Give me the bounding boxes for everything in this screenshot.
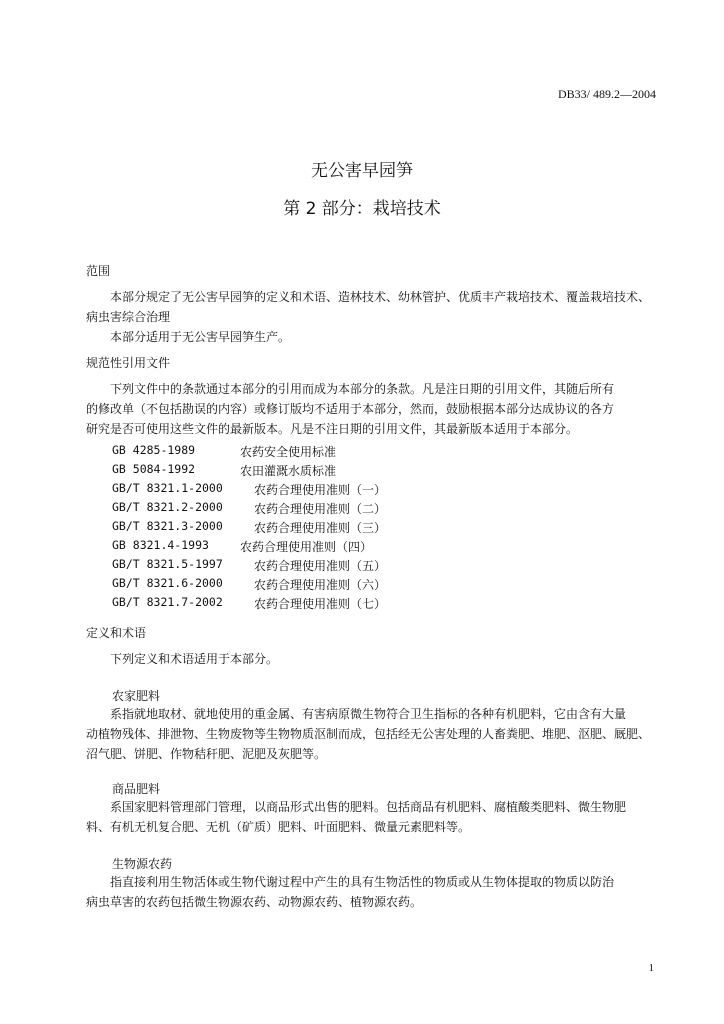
reference-code: GB 4285-1989 [112,443,196,457]
text-line: 动植物残体、排泄物、生物废物等生物物质沤制而成，包括经无公害处理的人畜粪肥、堆肥、沤肥、厩肥、 [86,727,651,741]
text-line: 的修改单（不包括勘误的内容）或修订版均不适用于本部分，然而，鼓励根据本部分达成协议的各方 [86,402,615,416]
term-definition [86,797,666,837]
term-heading: 商品肥料 [112,782,161,796]
reference-code: GB/T 8321.5-1997 [112,557,223,571]
text-line: 指直接利用生物活体或生物代谢过程中产生的具有生物活性的物质或从生物体提取的物质以防治 [110,875,615,889]
term-heading: 生物源农药 [112,857,173,871]
definitions-intro [86,649,666,669]
text-line: 研究是否可使用这些文件的最新版本。凡是不注日期的引用文件，其最新版本适用于本部分。 [86,422,579,436]
page-number: 1 [648,962,654,974]
section-heading-scope: 范围 [86,264,111,278]
document-title: 无公害早园笋 [311,161,413,181]
document-subtitle: 第 2 部分：栽培技术 [283,199,441,219]
reference-title: 农药合理使用准则（五） [254,559,387,573]
reference-code: GB 5084-1992 [112,462,196,476]
text-line: 系指就地取材、就地使用的重金属、有害病原微生物符合卫生指标的各种有机肥料，它由含有大量 [110,707,627,721]
reference-title: 农田灌溉水质标准 [240,464,337,478]
term-heading: 农家肥料 [112,689,161,703]
text-line: 系国家肥料管理部门管理，以商品形式出售的肥料。包括商品有机肥料、腐植酸类肥料、微生物肥 [110,800,627,814]
text-line: 病虫草害的农药包括微生物源农药、动物源农药、植物源农药。 [86,895,423,909]
text-line: 本部分规定了无公害早园笋的定义和术语、造林技术、幼林管护、优质丰产栽培技术、覆盖栽培技术、 [110,290,651,304]
reference-title: 农药安全使用标准 [240,445,337,459]
normative-paragraph [86,379,666,439]
scope-paragraph [86,287,666,347]
reference-title: 农药合理使用准则（四） [240,540,373,554]
reference-title: 农药合理使用准则（六） [254,578,387,592]
reference-code: GB/T 8321.2-2000 [112,500,223,514]
reference-code: GB 8321.4-1993 [112,538,209,552]
text-line: 料、有机无机复合肥、无机（矿质）肥料、叶面肥料、微量元素肥料等。 [86,820,471,834]
term-definition [86,872,666,912]
term-definition [86,704,666,764]
reference-title: 农药合理使用准则（一） [254,483,387,497]
reference-code: GB/T 8321.7-2002 [112,595,223,609]
reference-code: GB/T 8321.1-2000 [112,481,223,495]
reference-title: 农药合理使用准则（二） [254,502,387,516]
section-heading-definitions: 定义和术语 [86,626,147,640]
reference-code: GB/T 8321.3-2000 [112,519,223,533]
reference-title: 农药合理使用准则（三） [254,521,387,535]
reference-title: 农药合理使用准则（七） [254,597,387,611]
text-line: 病虫害综合治理 [86,310,171,324]
text-line: 下列定义和术语适用于本部分。 [110,652,279,666]
text-line: 本部分适用于无公害早园笋生产。 [110,330,291,344]
text-line: 下列文件中的条款通过本部分的引用而成为本部分的条款。凡是注日期的引用文件，其随后所有 [110,382,615,396]
document-number: DB33/ 489.2—2004 [557,87,656,101]
reference-code: GB/T 8321.6-2000 [112,576,223,590]
section-heading-normative-references: 规范性引用文件 [86,356,171,370]
text-line: 沼气肥、饼肥、作物秸秆肥、泥肥及灰肥等。 [86,747,327,761]
